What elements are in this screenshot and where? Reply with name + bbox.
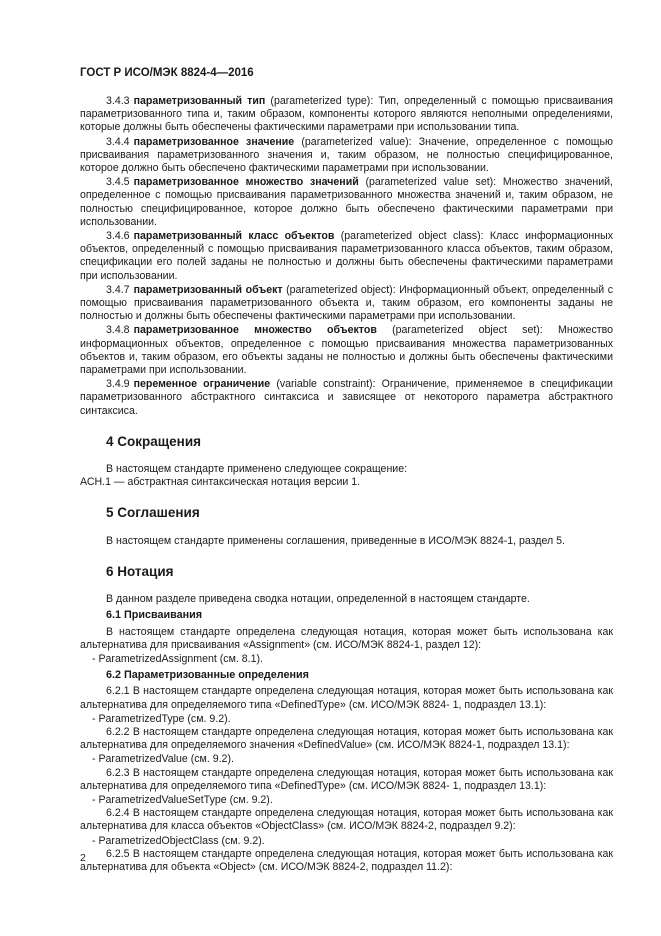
- clause-6-2-1-item: - ParametrizedType (см. 9.2).: [92, 712, 231, 725]
- section-5-line1: В настоящем стандарте применены соглашения, приведенные в ИСО/МЭК 8824-1, раздел 5.: [106, 534, 565, 547]
- page-content: [80, 95, 613, 875]
- clause-6-2-3: 6.2.3 В настоящем стандарте определена следующая нотация, которая может быть использована как альтернатива для определяемого типа «DefinedType» (см. ИСО/МЭК 8824- 1, подраздел 13.1):: [80, 766, 613, 792]
- clause-6-2-2: 6.2.2 В настоящем стандарте определена следующая нотация, которая может быть использована как альтернатива для определяемого значения «DefinedValue» (см. ИСО/МЭК 8824-1, подраздел 13.1):: [80, 725, 613, 752]
- section-5-heading: 5 Соглашения: [106, 505, 200, 521]
- subsection-6-2-heading: 6.2 Параметризованные определения: [106, 669, 309, 682]
- clause-6-2-4: 6.2.4 В настоящем стандарте определена следующая нотация, которая может быть использована как альтернатива для класса объектов «ObjectClass» (см. ИСО/МЭК 8824-2, подраздел 9.2):: [80, 807, 613, 833]
- clause-6-2-4-item: - ParametrizedObjectClass (см. 9.2).: [92, 834, 265, 847]
- definition-3-4-6: 3.4.6 параметризованный класс объектов (parameterized object class): Класс информационных объектов, определенный с помощью присваивания параметризованного класса объектов, таким образом, спецификации его полей заданы не полностью и должны быть обеспечены фактическими параметрами при использовании.: [80, 230, 614, 282]
- page-header: ГОСТ Р ИСО/МЭК 8824-4—2016: [80, 67, 254, 79]
- subsection-6-1-heading: 6.1 Присваивания: [106, 609, 203, 622]
- definition-3-4-3: 3.4.3 параметризованный тип (parameterized type): Тип, определенный с помощью присваивания параметризованного типа и, таким образом, компоненты которого являются неполными определениями, которые должны быть обеспечены фактическими параметрами при использовании типа.: [80, 95, 613, 134]
- subsection-6-1-text: В настоящем стандарте определена следующая нотация, которая может быть использована как альтернатива для присваивания «Assignment» (см. ИСО/МЭК 8824-1, раздел 12):: [80, 625, 613, 651]
- clause-6-2-2-item: - ParametrizedValue (см. 9.2).: [92, 753, 234, 766]
- clause-6-2-5: 6.2.5 В настоящем стандарте определена следующая нотация, которая может быть использована как альтернатива для объекта «Object» (см. ИСО/МЭК 8824-2, подраздел 11.2):: [80, 847, 613, 873]
- section-4-line2: АСН.1 — абстрактная синтаксическая нотация версии 1.: [80, 476, 361, 489]
- section-6-heading: 6 Нотация: [106, 563, 174, 579]
- section-6-intro: В данном разделе приведена сводка нотации, определенной в настоящем стандарте.: [106, 593, 530, 606]
- definition-3-4-5: 3.4.5 параметризованное множество значений (parameterized value set): Множество значений, определенное с помощью присваивания параметризованного множества значений и, таким образом, не полностью специфицированное, которое должно быть обеспечено фактическими параметрами при использовании.: [80, 176, 613, 228]
- definition-3-4-9: 3.4.9 переменное ограничение (variable constraint): Ограничение, применяемое в спецификации параметризованного абстрактного синтаксиса и зависящее от некоторого параметра абстрактного синтаксиса.: [80, 378, 613, 417]
- subsection-6-1-item: - ParametrizedAssignment (см. 8.1).: [92, 652, 263, 665]
- definition-3-4-8: 3.4.8 параметризованное множество объектов (parameterized object set): Множество информационных объектов, определенное с помощью присваивания множества параметризованных объектов и, таким образом, его объекты заданы не полностью и должны быть обеспечены фактическими параметрами при использовании.: [80, 324, 613, 377]
- page-number: 2: [80, 852, 86, 864]
- section-4-heading: 4 Сокращения: [106, 433, 201, 449]
- clause-6-2-1: 6.2.1 В настоящем стандарте определена следующая нотация, которая может быть использована как альтернатива для определяемого типа «DefinedType» (см. ИСО/МЭК 8824- 1, подраздел 13.1):: [80, 685, 613, 711]
- definition-3-4-7: 3.4.7 параметризованный объект (parameterized object): Информационный объект, определенный с помощью присваивания параметризованного объекта и, таким образом, его компоненты заданы не полностью и должны быть обеспечены фактическими параметрами при использовании.: [80, 283, 614, 323]
- section-4-line1: В настоящем стандарте применено следующее сокращение:: [106, 463, 408, 476]
- definition-3-4-4: 3.4.4 параметризованное значение (parameterized value): Значение, определенное с помощью присваивания параметризованного значения и, таким образом, не полностью специфицированное, которое должно быть обеспечено фактическими параметрами при использовании.: [80, 135, 613, 175]
- clause-6-2-3-item: - ParametrizedValueSetType (см. 9.2).: [92, 793, 273, 806]
